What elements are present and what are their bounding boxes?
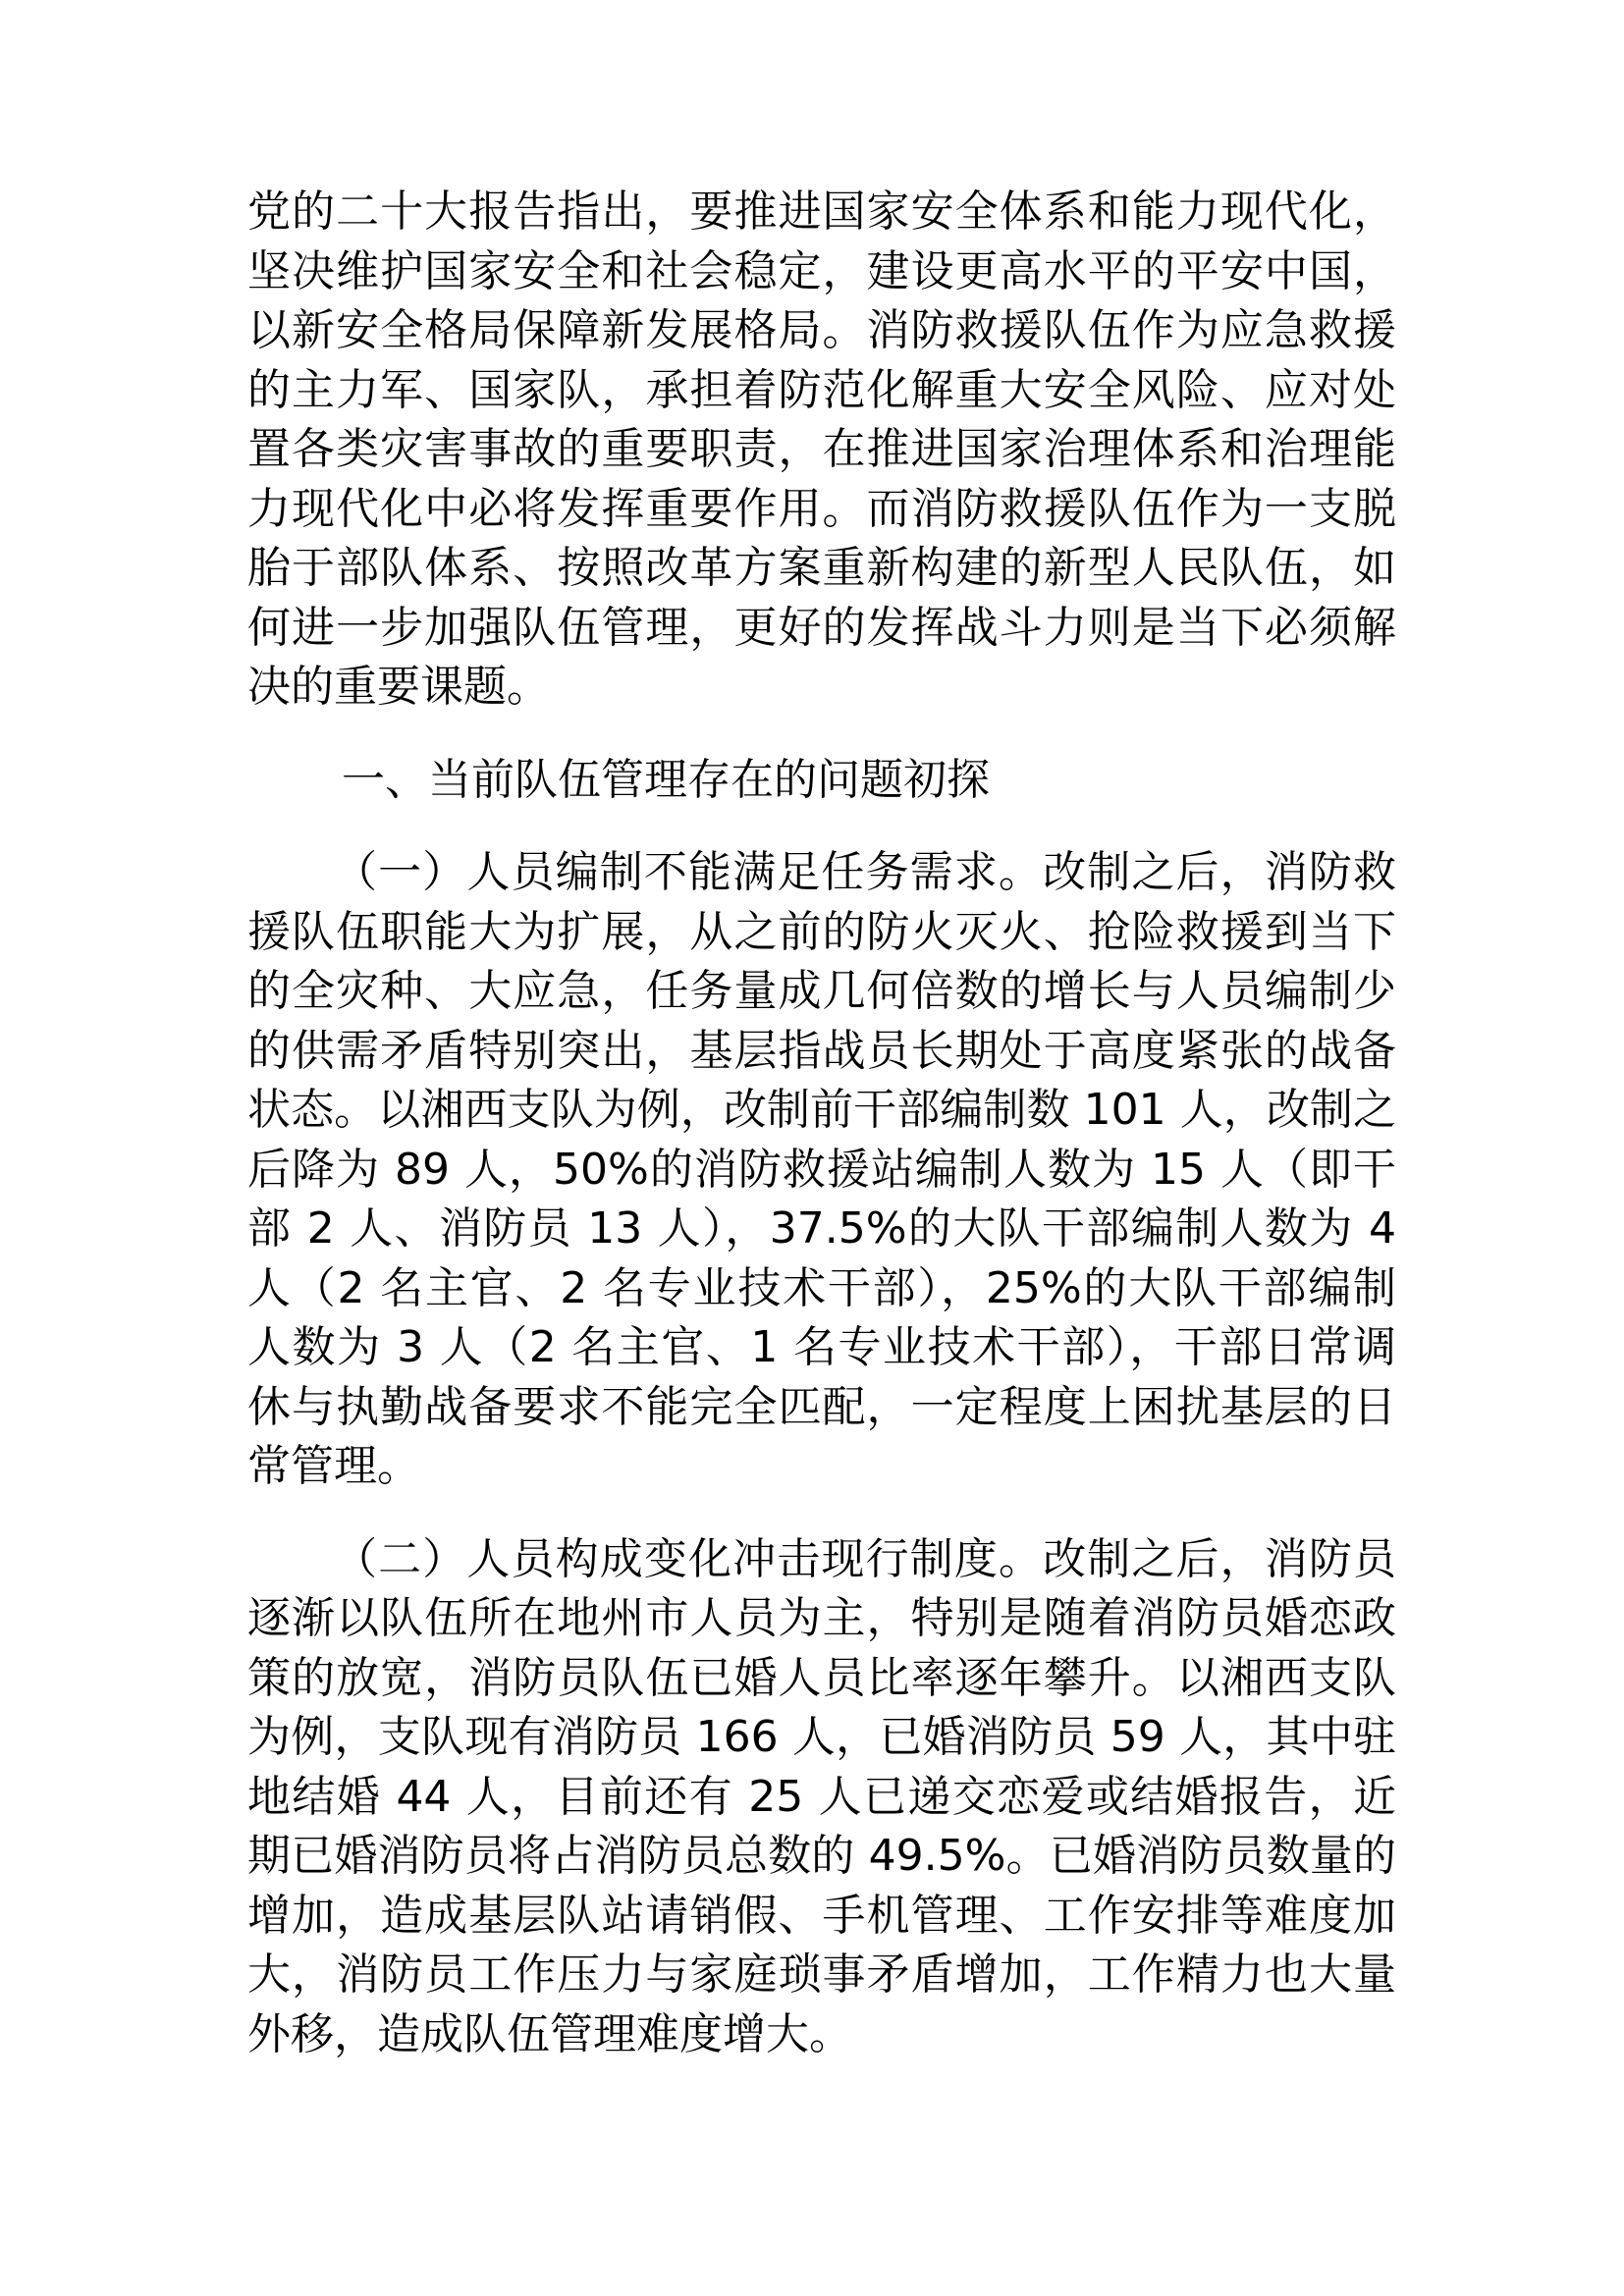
section-heading: 一、当前队伍管理存在的问题初探 [342, 754, 990, 805]
document-body [247, 183, 1396, 2064]
issue-paragraph-1: （一）人员编制不能满足任务需求。改制之后，消防救援队伍职能大为扩展，从之前的防火灭火、抢险救援到当下的全灾种、大应急，任务量成几何倍数的增长与人员编制少的供需矛盾特别突出，基层指战员长期处于高度紧张的战备状态。以湘西支队为例，改制前干部编制数 101 人，改制之后降为 89 人，50%的消防救援站编制人数为 15 人（即干部 2 人、消防员 13 人），37.5%的大队干部编制人数为 4 人（2 名主官、2 名专业技术干部），25%的大队干部编制人数为 3 人（2 名主官、1 名专业技术干部），干部日常调休与执勤战备要求不能完全匹配，一定程度上困扰基层的日常管理。 [247, 847, 1396, 1491]
issue-paragraph-2: （二）人员构成变化冲击现行制度。改制之后，消防员逐渐以队伍所在地州市人员为主，特别是随着消防员婚恋政策的放宽，消防员队伍已婚人员比率逐年攀升。以湘西支队为例，支队现有消防员 166 人，已婚消防员 59 人，其中驻地结婚 44 人，目前还有 25 人已递交恋爱或结婚报告，近期已婚消防员将占消防员总数的 49.5%。已婚消防员数量的增加，造成基层队站请销假、手机管理、工作安排等难度加大，消防员工作压力与家庭琐事矛盾增加，工作精力也大量外移，造成队伍管理难度增大。 [247, 1533, 1396, 2059]
intro-paragraph: 党的二十大报告指出，要推进国家安全体系和能力现代化，坚决维护国家安全和社会稳定，建设更高水平的平安中国，以新安全格局保障新发展格局。消防救援队伍作为应急救援的主力军、国家队，承担着防范化解重大安全风险、应对处置各类灾害事故的重要职责，在推进国家治理体系和治理能力现代化中必将发挥重要作用。而消防救援队伍作为一支脱胎于部队体系、按照改革方案重新构建的新型人民队伍，如何进一步加强队伍管理，更好的发挥战斗力则是当下必须解决的重要课题。 [247, 187, 1396, 712]
